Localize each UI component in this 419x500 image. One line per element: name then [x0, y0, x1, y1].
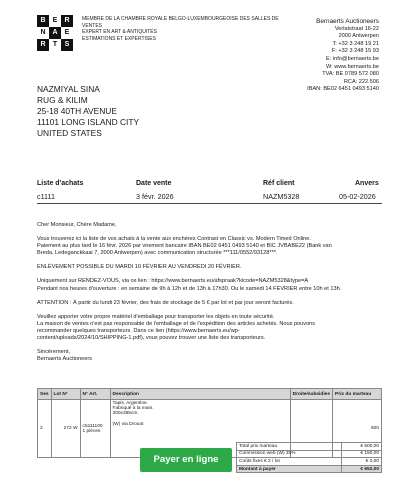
logo-letter: A	[52, 29, 58, 36]
company-logo	[37, 15, 73, 51]
amount-due-value: € 652,00	[341, 465, 381, 473]
logo-letter: S	[64, 41, 70, 48]
row-art-number: c5111100	[82, 423, 103, 429]
payment-line: Paiement au plus tard le 16 févr. 2026 par virement bancaire IBAN BE02 6451 0493 5140 et BIC JVBABE22 (Bank van	[37, 243, 332, 250]
totals-label: Coûts fixes € 2 / lot	[237, 458, 342, 466]
recipient-line: 11101 LONG ISLAND CITY	[37, 117, 140, 127]
totals-value: € 2,00	[341, 458, 381, 466]
appointment-link[interactable]: Uniquement sur RENDEZ-VOUS, via ce lien : https://www.bernaerts.eu/afspraak?klcode=NAZM5328&type=A	[37, 278, 309, 285]
totals-grand-row	[237, 465, 382, 473]
logo-letter: R	[40, 41, 46, 48]
totals-label: Commission web (W) 30%	[237, 450, 342, 458]
membership-line: MEMBRE DE LA CHAMBRE ROYALE BELGO-LUXEMBOURGEOISE DES SALLES DE	[82, 16, 279, 22]
logo-letter: R	[64, 17, 70, 24]
row-lot-flag: W	[73, 426, 78, 431]
signature: Bernaerts Auctioneers	[37, 356, 93, 363]
sale-date-value: 3 févr. 2026	[136, 192, 174, 201]
row-hammer-price: 500	[333, 400, 382, 458]
company-email[interactable]: E: info@bernaerts.be	[326, 55, 379, 62]
company-iban: IBAN: BE02 6451 0493 5140	[307, 86, 379, 93]
header-divider	[37, 203, 382, 204]
purchases-value: c1111	[37, 192, 55, 201]
logo-letter: N	[37, 27, 49, 39]
packing-line: content/uploads/2024/10/SHIPPING-1.pdf), vous pouvez trouver une liste des transporteurs.	[37, 335, 266, 342]
row-lot	[51, 400, 80, 458]
recipient-line: UNITED STATES	[37, 128, 102, 138]
description-line: 300x385cm.	[112, 411, 139, 416]
totals-row	[237, 458, 382, 466]
description-line: Tapis. Argentine.	[112, 401, 149, 406]
packing-line: Veuillez apporter votre propre matériel d'emballage pour transporter les objets en toute sécurité.	[37, 313, 275, 320]
recipient-line: NAZMIYAL SINA	[37, 84, 100, 94]
pay-online-button[interactable]: Payer en ligne	[140, 448, 232, 472]
opening-hours: Pendant nos heures d'ouverture : en semaine de 9h à 12h et de 13h à 17h30. Ou le samedi 14 FÉVRIER entre 10h et 13h.	[37, 285, 342, 292]
col-lot: Lot N°	[51, 389, 80, 400]
totals-label: Total prix marteau	[237, 443, 342, 451]
company-name: Bernaerts Auctioneers	[316, 18, 379, 25]
payment-line: Breda, Ledeganckkaai 7, 2000 Antwerpen) avec communication structurée ***111/0552/93128***.	[37, 250, 278, 257]
sale-date-label: Date vente	[136, 180, 172, 187]
company-website[interactable]: W: www.bernaerts.be	[325, 63, 379, 70]
company-phone: T: +32 3 248 19 21	[332, 40, 379, 47]
col-ses: Ses	[38, 389, 52, 400]
totals-row	[237, 450, 382, 458]
totals-value: € 500,00	[341, 443, 381, 451]
company-vat: TVA: BE 0789 572 080	[322, 71, 379, 78]
payment-line: Vous trouverez ici la liste de vos achats à la vente aux enchères Contrast en Classic vs. Modern Timed Online.	[37, 236, 311, 243]
col-hammer-price: Prix du marteau	[333, 389, 382, 400]
logo-letter: E	[61, 27, 73, 39]
company-fax: F: +32 3 248 15 93	[331, 48, 379, 55]
antwerp-label: Anvers	[355, 180, 379, 187]
client-ref-value: NAZM5328	[263, 192, 300, 201]
col-rights: Droite/subsidies	[290, 389, 332, 400]
recipient-line: RUG & KILIM	[37, 95, 88, 105]
recipient-address	[37, 84, 139, 139]
row-ses: 2	[38, 400, 52, 458]
antwerp-date-value: 05-02-2026	[339, 192, 376, 201]
pickup-notice: ENLÈVEMENT POSSIBLE DU MARDI 10 FÉVRIER AU VENDREDI 20 FÉVRIER.	[37, 264, 242, 271]
row-art	[80, 400, 110, 458]
totals-row	[237, 443, 382, 451]
company-line: 2000 Antwerpen	[338, 33, 379, 40]
membership-line: ESTIMATIONS ET EXPERTISES	[82, 35, 156, 42]
company-line: Verlatstraat 16-22	[334, 25, 379, 32]
col-art: N° Art.	[80, 389, 110, 400]
letter-body	[37, 222, 387, 363]
row-lot-number: 272	[63, 426, 72, 431]
closing: Sincèrement,	[37, 349, 70, 356]
company-contact	[307, 18, 379, 94]
recipient-line: 25-18 40TH AVENUE	[37, 106, 117, 116]
purchases-label: Liste d'achats	[37, 180, 84, 187]
logo-letter: E	[49, 15, 61, 27]
membership-line: EXPERT EN ART & ANTIQUITÉS	[82, 29, 157, 36]
row-art-pieces: 1 pièces	[82, 428, 101, 434]
membership-block	[82, 16, 282, 42]
greeting: Cher Monsieur, Chère Madame,	[37, 222, 117, 228]
description-line: Fabriqué à la main.	[112, 406, 154, 411]
description-note: (W) via Drouot	[112, 422, 144, 427]
storage-warning: ATTENTION : À partir du lundi 23 février, des frais de stockage de 5 € par lot et par jour seront facturés.	[37, 299, 294, 306]
table-header-row	[38, 389, 382, 400]
logo-letter: B	[40, 17, 46, 24]
shipping-link[interactable]: recommander quelques transporteurs. Dans ce lien (https://www.bernaerts.eu/wp-	[37, 327, 240, 334]
company-rca: RCA: 222.506	[343, 78, 379, 85]
logo-letter: T	[49, 39, 61, 51]
client-ref-label: Réf client	[263, 180, 295, 187]
totals-table	[236, 442, 382, 473]
amount-due-label: Montant à payer	[237, 465, 342, 473]
totals-value: € 150,00	[341, 450, 381, 458]
membership-line: VENTES	[82, 22, 103, 29]
col-description: Description	[110, 389, 290, 400]
packing-line: La maison de ventes n'est pas responsable de l'emballage et de l'expédition des articles achetés. Nous pouvons	[37, 320, 316, 327]
